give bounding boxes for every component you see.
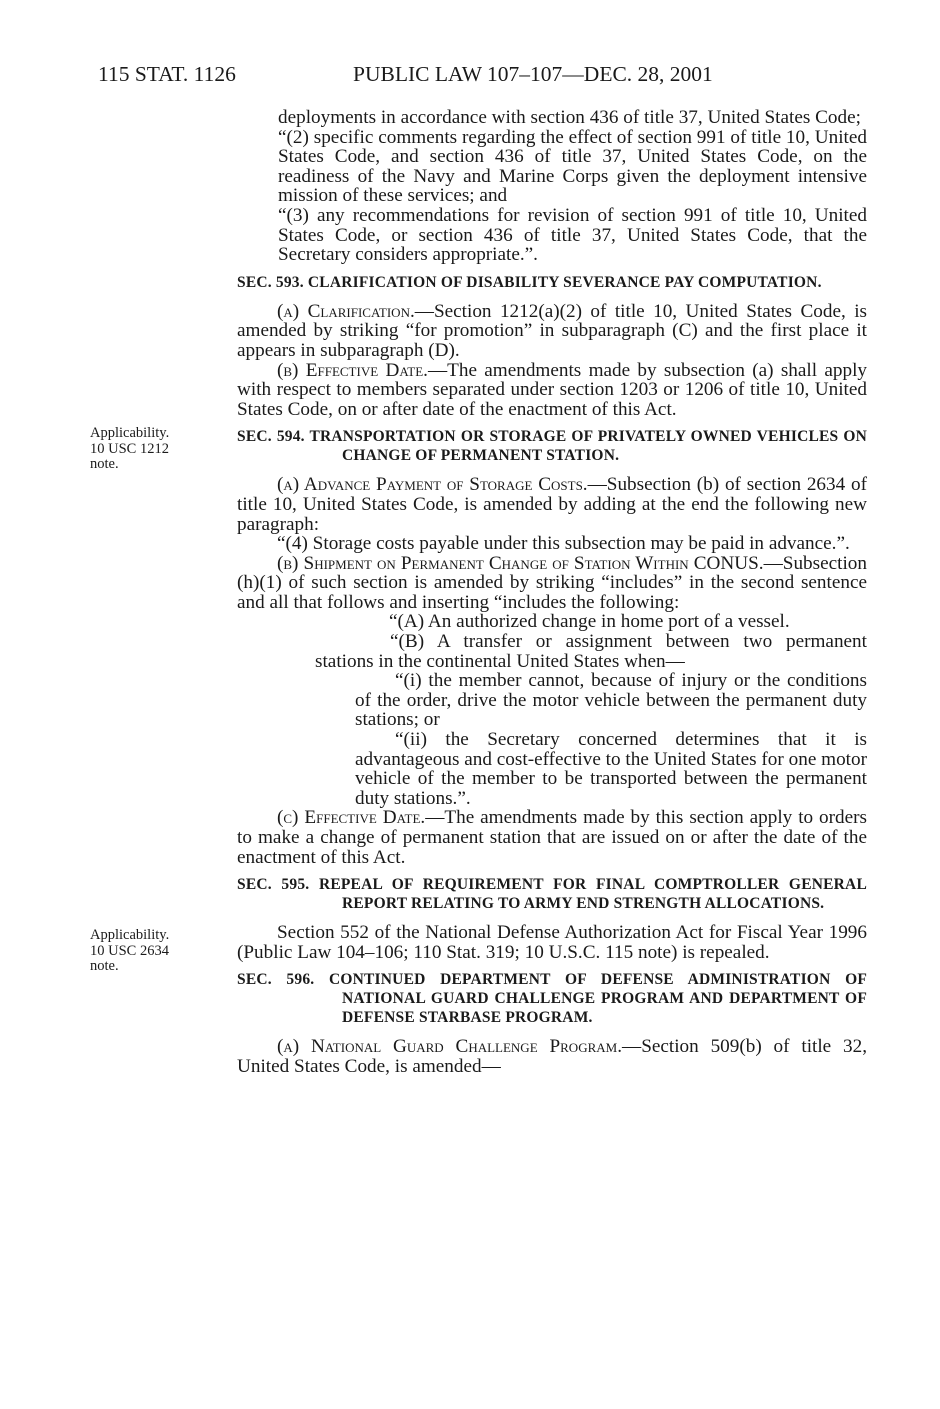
page-reference: 115 STAT. 1126 [98,62,236,86]
margin-note-applicability-2634: Applicability. 10 USC 2634 note. [90,927,170,975]
law-title: PUBLIC LAW 107–107—DEC. 28, 2001 [353,62,713,86]
section-594-a-4: “(4) Storage costs payable under this subsection may be paid in advance.”. [277,533,850,555]
section-596-heading: SEC. 596. CONTINUED DEPARTMENT OF DEFENSE ADMINISTRATION OF NATIONAL GUARD CHALLENGE PROGRAM AND DEPARTMENT OF DEFENSE STARBASE PROGRAM. [237,971,867,1027]
section-595-text: Section 552 of the National Defense Authorization Act for Fiscal Year 1996 (Public Law 104–106; 110 Stat. 319; 10 U.S.C. 115 note) is repealed. [237,922,867,963]
section-594-c: (c) Effective Date.—The amendments made by this section apply to orders to make a change of permanent station that are issued on or after the date of the enactment of this Act. [237,807,867,868]
section-596-a: (a) National Guard Challenge Program.—Section 509(b) of title 32, United States Code, is amended— [237,1036,868,1077]
paragraph-continuation: deployments in accordance with section 436 of title 37, United States Code; [278,107,861,128]
section-595-heading: SEC. 595. REPEAL OF REQUIREMENT FOR FINAL COMPTROLLER GENERAL REPORT RELATING TO ARMY END STRENGTH ALLOCATIONS. [237,876,867,913]
quoted-clause-ii: “(ii) the Secretary concerned determines that it is advantageous and cost-effective to the United States for one motor vehicle of the member to be transported between the permanent duty stations.”. [355,729,867,809]
section-593-a: (a) Clarification.—Section 1212(a)(2) of title 10, United States Code, is amended by striking “for promotion” in subparagraph (C) and the first place it appears in subparagraph (D). [237,300,867,361]
section-594-a: (a) Advance Payment of Storage Costs.—Subsection (b) of section 2634 of title 10, United States Code, is amended by adding at the end the following new paragraph: [237,474,867,535]
section-594-b: (b) Shipment on Permanent Change of Station Within CONUS.—Subsection (h)(1) of such section is amended by striking “includes” in the second sentence and all that follows and inserting “includes the following: [237,552,867,613]
quoted-subparagraph-b: “(B) A transfer or assignment between two permanent stations in the continental United States when— [315,631,867,672]
document-body [237,108,867,1077]
section-593-b: (b) Effective Date.—The amendments made by subsection (a) shall apply with respect to members separated under section 1203 or 1206 of title 10, United States Code, on or after date of the enactment of this Act. [237,359,868,420]
section-594-heading: SEC. 594. TRANSPORTATION OR STORAGE OF PRIVATELY OWNED VEHICLES ON CHANGE OF PERMANENT STATION. [237,428,867,465]
quoted-subparagraph-a: “(A) An authorized change in home port of a vessel. [389,611,790,633]
margin-note-applicability-1212: Applicability. 10 USC 1212 note. [90,425,170,473]
quoted-clause-i: “(i) the member cannot, because of injury or the conditions of the order, drive the motor vehicle between the permanent duty stations; or [355,670,867,731]
paragraph-3: “(3) any recommendations for revision of section 991 of title 10, United States Code, or section 436 of title 37, United States Code, that the Secretary considers appropriate.”. [278,204,867,266]
paragraph-2: “(2) specific comments regarding the effect of section 991 of title 10, United States Code, and section 436 of title 37, United States Code, on the readiness of the Navy and Marine Corps given the deployment intensive mission of these services; and [278,126,867,207]
section-593-heading: SEC. 593. CLARIFICATION OF DISABILITY SEVERANCE PAY COMPUTATION. [237,273,822,291]
